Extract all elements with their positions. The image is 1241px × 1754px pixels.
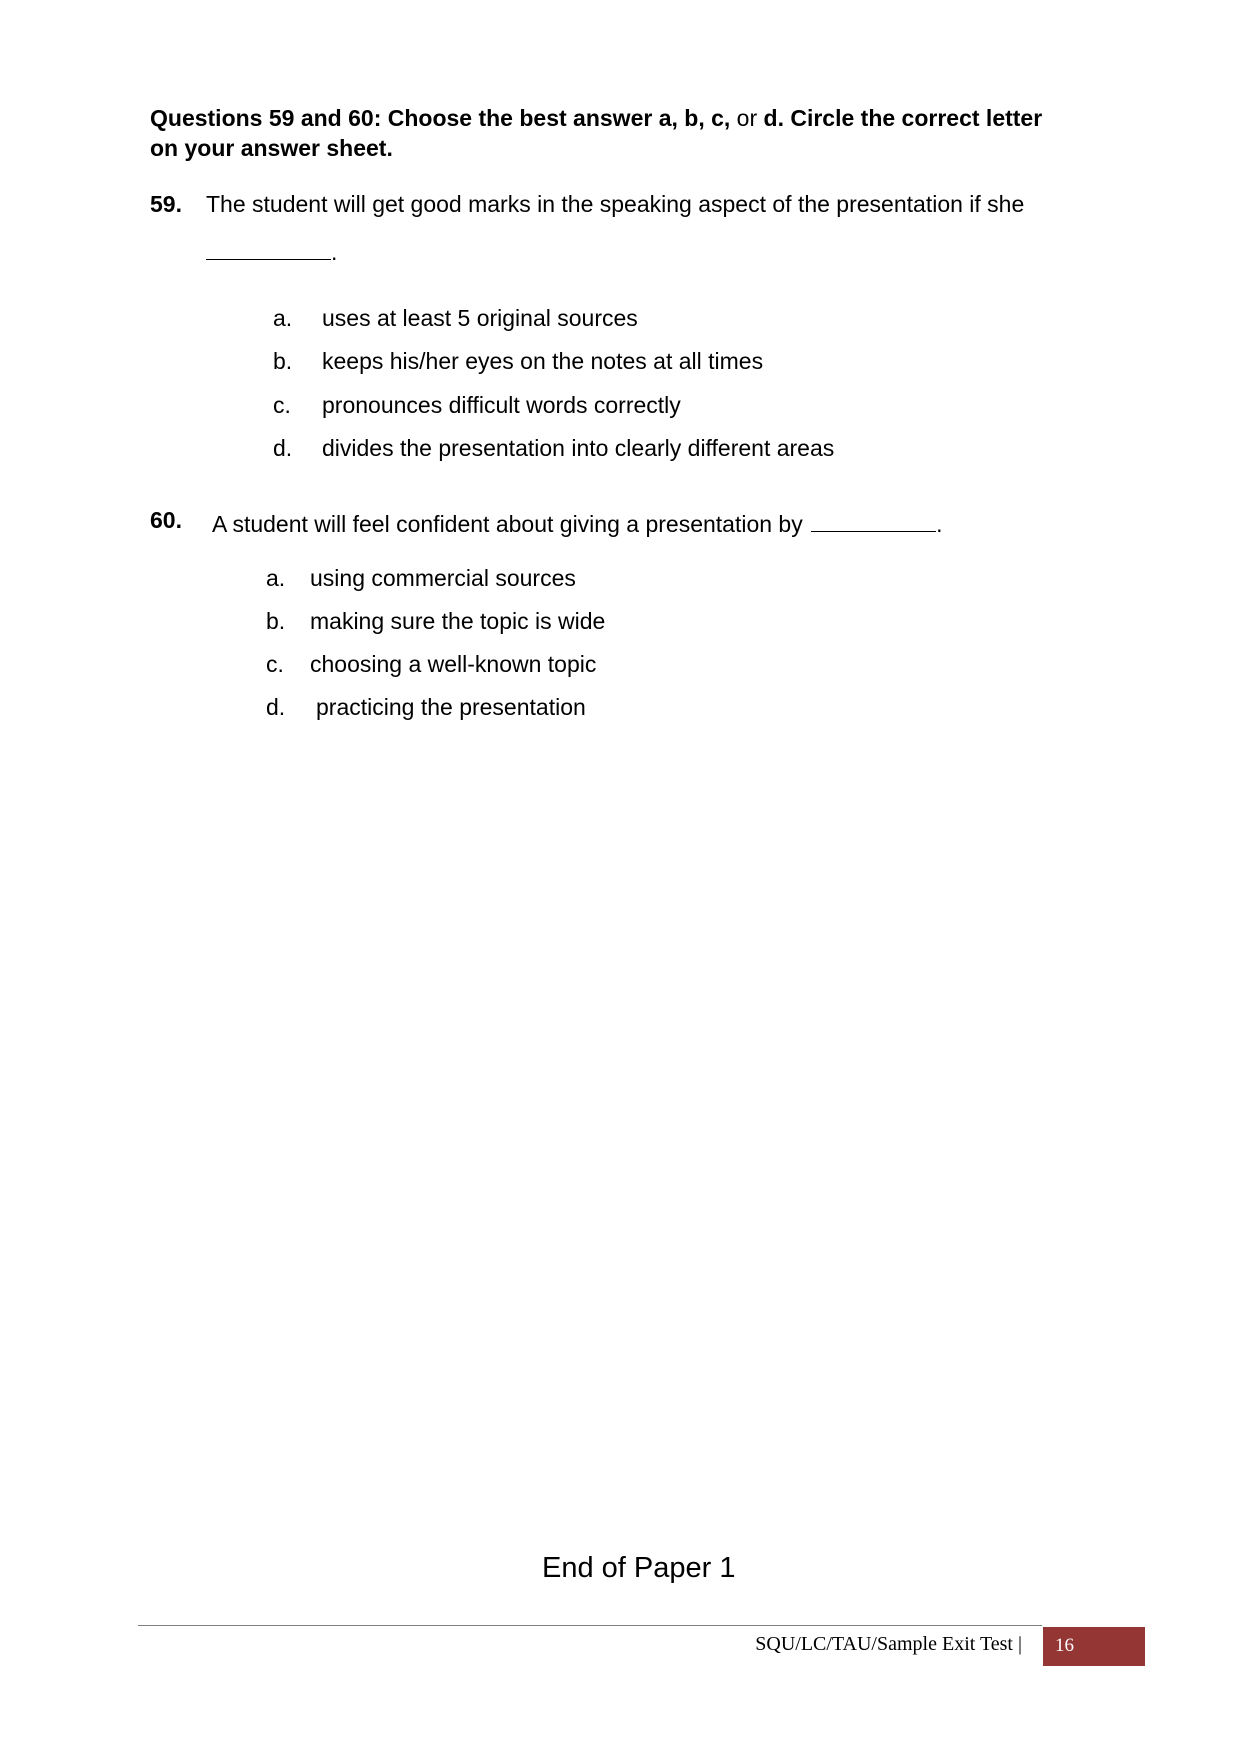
question-60-option-a-text: using commercial sources	[310, 565, 576, 591]
instructions-part-2: or	[730, 105, 764, 131]
question-60-option-c-letter: c.	[266, 651, 284, 677]
answer-blank	[206, 235, 331, 260]
footer-text: SQU/LC/TAU/Sample Exit Test |	[755, 1633, 1022, 1655]
question-59-option-b-text: keeps his/her eyes on the notes at all times	[322, 348, 764, 374]
question-59-option-c-text: pronounces difficult words correctly	[322, 392, 681, 418]
question-59-option-a-text: uses at least 5 original sources	[322, 305, 638, 331]
question-60-option-c-text: choosing a well-known topic	[310, 651, 597, 677]
question-59-number: 59.	[150, 191, 182, 217]
instructions-line-1	[150, 103, 1042, 133]
instructions-part-1: Questions 59 and 60: Choose the best answer a, b, c,	[150, 105, 731, 131]
question-59-option-a-letter: a.	[273, 305, 293, 331]
question-60-option-a-letter: a.	[266, 565, 286, 591]
question-59-option-c-letter: c.	[273, 392, 291, 418]
page-number-box	[1043, 1627, 1145, 1666]
question-60-number: 60.	[150, 507, 182, 533]
page-number: 16	[1055, 1635, 1074, 1656]
question-60-option-d-text: practicing the presentation	[316, 694, 586, 720]
question-59-option-d-letter: d.	[273, 435, 293, 461]
instructions-line-2: on your answer sheet.	[150, 135, 393, 161]
question-59-blank	[206, 235, 337, 266]
question-59-option-d-text: divides the presentation into clearly different areas	[322, 435, 835, 461]
end-of-paper-title: End of Paper 1	[542, 1552, 736, 1584]
question-60-option-b-letter: b.	[266, 608, 286, 634]
question-59-blank-suffix: .	[331, 239, 338, 265]
instructions-part-3: d. Circle the correct letter	[763, 105, 1043, 131]
question-60-blank-suffix: .	[936, 511, 943, 537]
question-59-option-b-letter: b.	[273, 348, 293, 374]
question-60-option-d-letter: d.	[266, 694, 286, 720]
question-60-text-line	[212, 507, 943, 538]
question-59-text: The student will get good marks in the speaking aspect of the presentation if she	[206, 191, 1025, 217]
instructions	[150, 103, 1042, 163]
question-60-option-b-text: making sure the topic is wide	[310, 608, 606, 634]
footer-divider	[138, 1625, 1042, 1626]
answer-blank	[811, 507, 936, 532]
question-60-text: A student will feel confident about giving a presentation by	[212, 511, 803, 537]
